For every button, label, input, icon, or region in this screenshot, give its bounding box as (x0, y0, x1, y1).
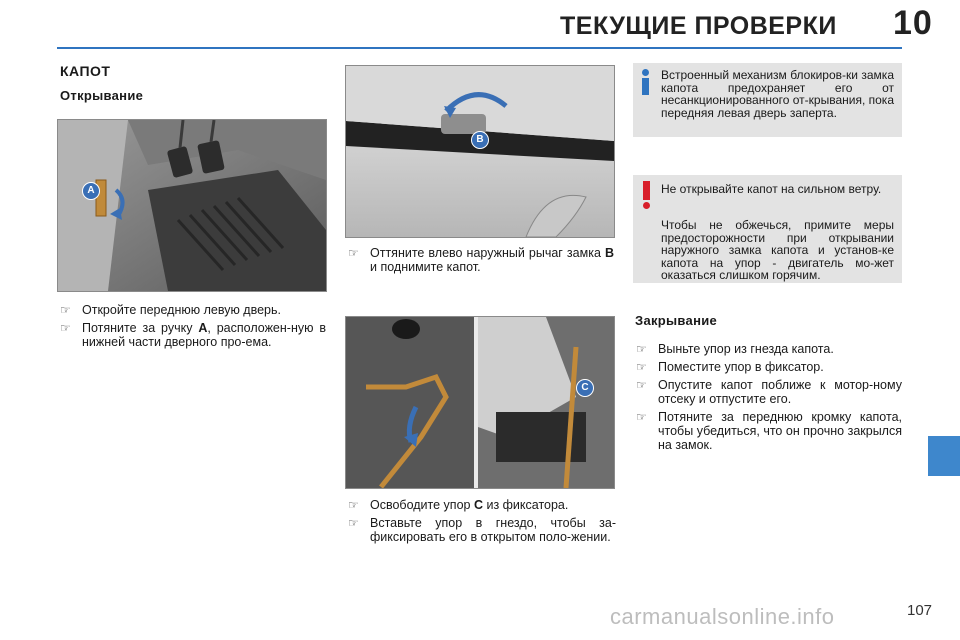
latch-illustration (346, 66, 614, 237)
warning-icon (643, 181, 651, 209)
opening-steps-col2a (348, 246, 614, 278)
prop-rod-figure (345, 316, 615, 489)
header-rule (57, 47, 902, 49)
pointer-icon: ☞ (636, 410, 647, 424)
info-note (633, 63, 902, 137)
chapter-title: ТЕКУЩИЕ ПРОВЕРКИ (560, 12, 837, 40)
step-item: ☞ Освободите упор C из фиксатора. (348, 498, 569, 512)
pointer-icon: ☞ (60, 303, 71, 317)
step-item: ☞ Вставьте упор в гнездо, чтобы за-фиксировать его в открытом поло-жении. (348, 516, 616, 544)
latch-figure (345, 65, 615, 238)
pointer-icon: ☞ (60, 321, 71, 335)
closing-heading: Закрывание (635, 313, 718, 328)
key-label: A (198, 321, 208, 335)
step-item: ☞ Выньте упор из гнезда капота. (636, 342, 834, 356)
opening-heading: Открывание (60, 88, 144, 103)
pointer-icon: ☞ (636, 342, 647, 356)
pointer-icon: ☞ (348, 246, 359, 260)
footwell-figure (57, 119, 327, 292)
closing-steps (636, 342, 902, 456)
page-number: 107 (907, 602, 933, 619)
pointer-icon: ☞ (348, 498, 359, 512)
pointer-icon: ☞ (636, 378, 647, 392)
footwell-illustration (58, 120, 326, 291)
opening-steps-col1 (60, 303, 326, 353)
opening-steps-col2b (348, 498, 616, 548)
info-note-text: Встроенный механизм блокиров-ки замка капота предохраняет его от несанкционированного от-крывания, пока передняя левая дверь заперта. (661, 68, 894, 120)
watermark: carmanualsonline.info (610, 604, 835, 629)
pointer-icon: ☞ (348, 516, 359, 530)
section-title: КАПОТ (60, 63, 111, 79)
callout-a: A (82, 182, 100, 200)
step-item: ☞ Поместите упор в фиксатор. (636, 360, 824, 374)
info-icon (641, 69, 651, 95)
key-label: B (604, 246, 614, 260)
step-item: ☞ Оттяните влево наружный рычаг замка B и поднимите капот. (348, 246, 614, 274)
warning-paragraph: Чтобы не обжечься, примите меры предосторожности при открывании наружного замка капота и установ-ке капота на упор - двигатель мо-жет оказаться слишком горячим. (661, 218, 894, 282)
warning-note (633, 175, 902, 283)
callout-c: C (576, 379, 594, 397)
step-item: ☞ Опустите капот поближе к мотор-ному отсеку и отпустите его. (636, 378, 902, 406)
chapter-side-tab[interactable] (928, 436, 960, 476)
pointer-icon: ☞ (636, 360, 647, 374)
prop-rod-illustration (346, 317, 614, 488)
chapter-number: 10 (893, 4, 933, 42)
step-item: ☞ Потяните за ручку A, расположен-ную в нижней части дверного про-ема. (60, 321, 326, 349)
warning-paragraph: Не открывайте капот на сильном ветру. (661, 182, 882, 196)
step-item: ☞ Потяните за переднюю кромку капота, чтобы убедиться, что он прочно закрылся на замок. (636, 410, 902, 452)
key-label: C (473, 498, 483, 512)
callout-b: B (471, 131, 489, 149)
step-item: ☞ Откройте переднюю левую дверь. (60, 303, 281, 317)
